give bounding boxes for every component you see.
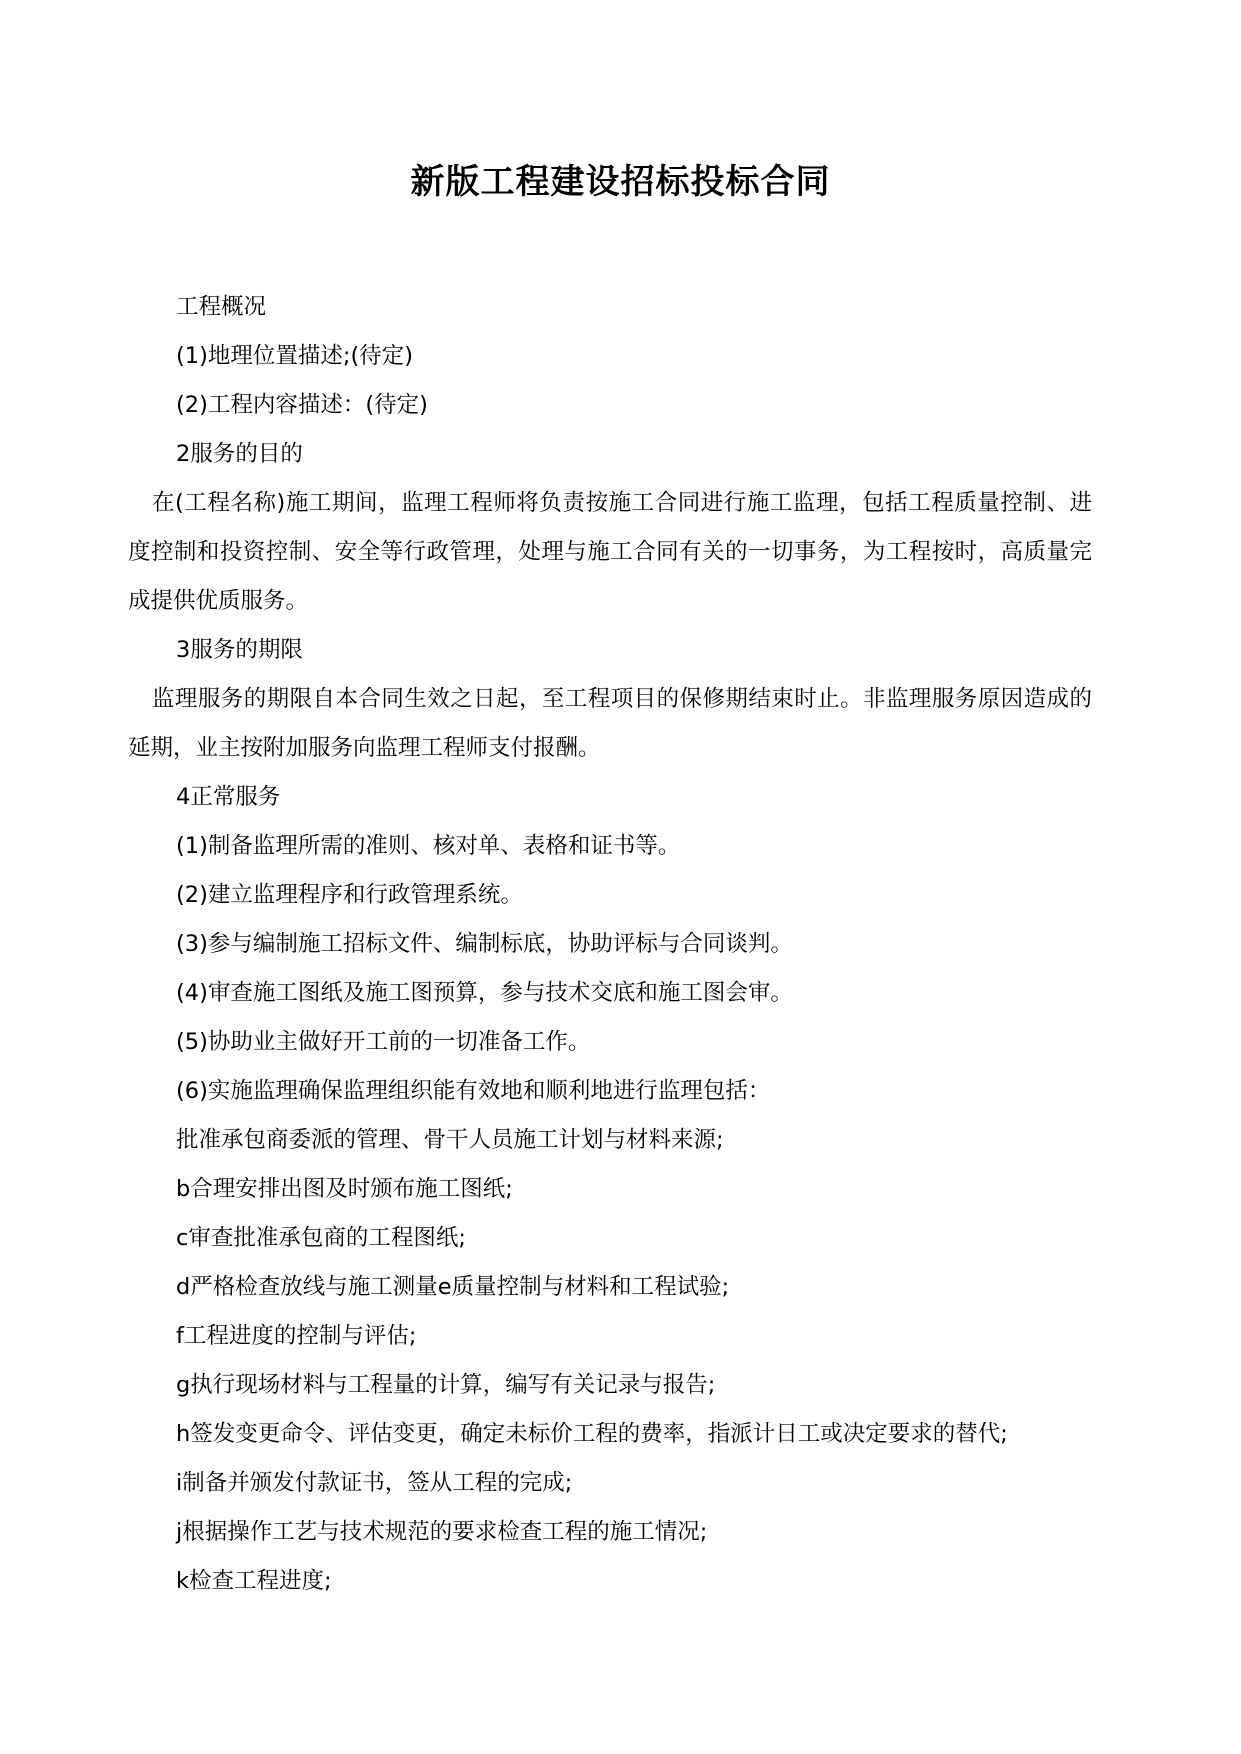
list-item: (4)审查施工图纸及施工图预算，参与技术交底和施工图会审。	[176, 980, 793, 1006]
list-item: (2)建立监理程序和行政管理系统。	[176, 882, 523, 908]
section-heading-normal-services: 4正常服务	[176, 784, 281, 810]
list-item: b合理安排出图及时颁布施工图纸;	[176, 1176, 513, 1202]
paragraph-content: (2)工程内容描述：(待定)	[176, 392, 428, 418]
list-item: k检查工程进度;	[176, 1568, 332, 1594]
section-heading-service-purpose: 2服务的目的	[176, 441, 303, 467]
list-item: (3)参与编制施工招标文件、编制标底，协助评标与合同谈判。	[176, 931, 793, 957]
section-heading-project-overview: 工程概况	[176, 294, 267, 320]
document-title: 新版工程建设招标投标合同	[410, 162, 831, 202]
list-item: h签发变更命令、评估变更，确定未标价工程的费率，指派计日工或决定要求的替代;	[176, 1421, 1008, 1447]
paragraph-service-period: 监理服务的期限自本合同生效之日起，至工程项目的保修期结束时止。非监理服务原因造成的延期，业主按附加服务向监理工程师支付报酬。	[128, 686, 1092, 761]
list-item: j根据操作工艺与技术规范的要求检查工程的施工情况;	[176, 1519, 708, 1545]
list-item: (1)制备监理所需的准则、核对单、表格和证书等。	[176, 833, 681, 859]
section-heading-service-period: 3服务的期限	[176, 637, 303, 663]
list-item: d严格检查放线与施工测量e质量控制与材料和工程试验;	[176, 1274, 730, 1300]
list-item: (5)协助业主做好开工前的一切准备工作。	[176, 1029, 591, 1055]
list-item: 批准承包商委派的管理、骨干人员施工计划与材料来源;	[176, 1127, 724, 1153]
list-item: f工程进度的控制与评估;	[176, 1323, 417, 1349]
paragraph-location: (1)地理位置描述;(待定)	[176, 343, 414, 369]
document-body	[128, 283, 1092, 1606]
list-item: (6)实施监理确保监理组织能有效地和顺利地进行监理包括：	[176, 1078, 771, 1104]
list-item: g执行现场材料与工程量的计算，编写有关记录与报告;	[176, 1372, 716, 1398]
list-item: i制备并颁发付款证书，签从工程的完成;	[176, 1470, 573, 1496]
list-item: c审查批准承包商的工程图纸;	[176, 1225, 466, 1251]
paragraph-service-purpose: 在(工程名称)施工期间，监理工程师将负责按施工合同进行施工监理，包括工程质量控制、进度控制和投资控制、安全等行政管理，处理与施工合同有关的一切事务，为工程按时，高质量完成提供优质服务。	[128, 490, 1092, 614]
